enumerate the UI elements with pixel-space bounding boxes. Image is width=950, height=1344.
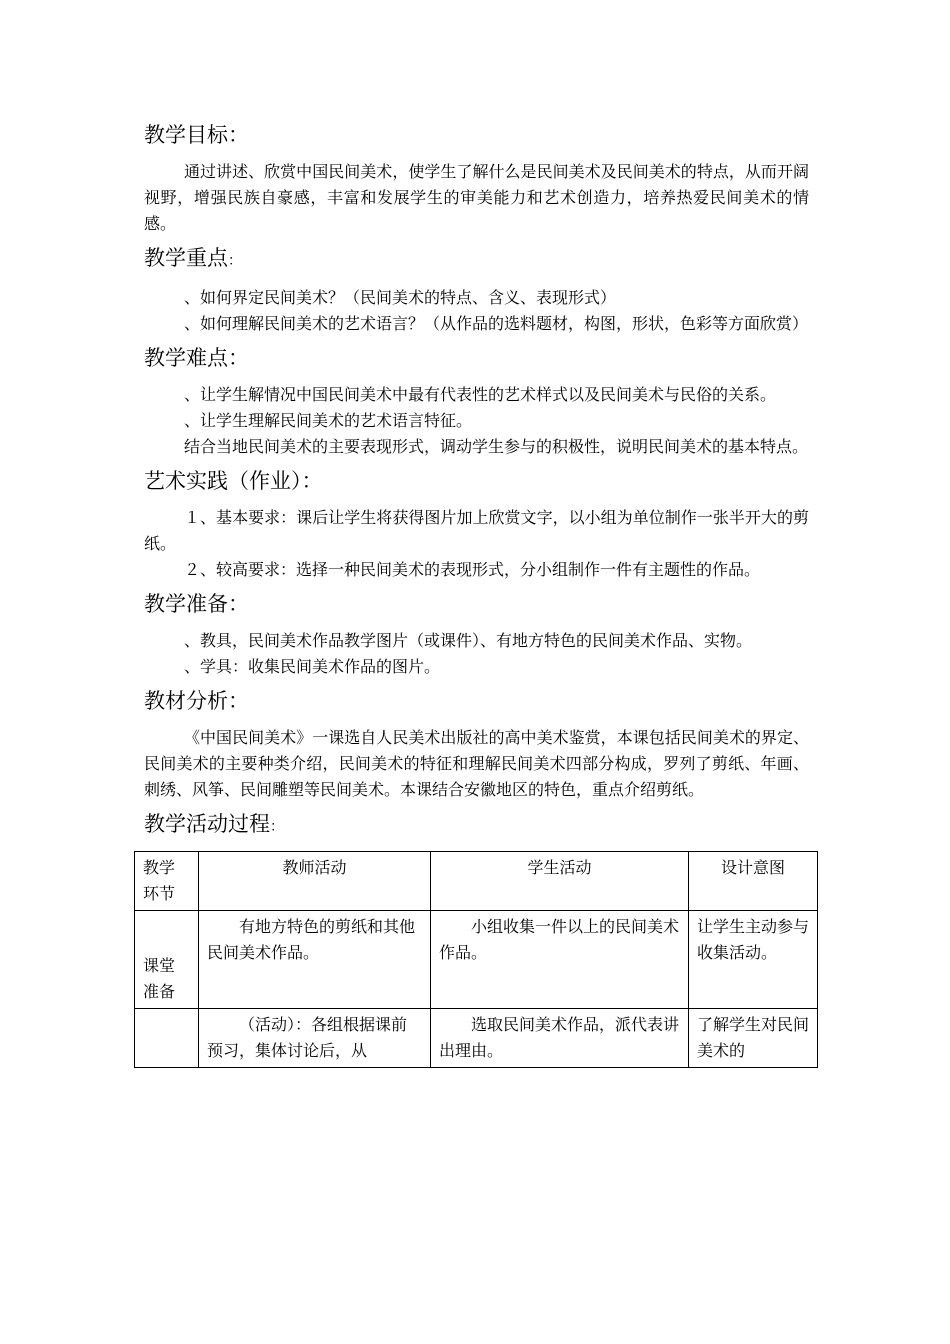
section-goal <box>144 120 809 237</box>
section-title: 教学重点： <box>144 246 242 270</box>
section-title: 教材分析： <box>144 689 249 713</box>
section-title: 艺术实践（作业）： <box>144 469 323 493</box>
table-cell: 有地方特色的剪纸和其他民间美术作品。 <box>199 911 431 1009</box>
section-process <box>144 809 809 842</box>
paragraph: 《中国民间美术》一课选自人民美术出版社的高中美术鉴赏，本课包括民间美术的界定、民间美术的主要种类介绍，民间美术的特征和理解民间美术四部分构成，罗列了剪纸、年画、刺绣、风筝、民间雕塑等民间美术。本课结合安徽地区的特色，重点介绍剪纸。 <box>144 728 809 799</box>
section-title: 教学准备： <box>144 592 249 616</box>
table-cell <box>135 1009 199 1068</box>
table-row <box>135 911 818 1009</box>
section-title: 教学活动过程： <box>144 812 284 836</box>
section-key <box>144 243 809 337</box>
table-header-cell: 设计意图 <box>689 852 818 911</box>
section-title: 教学难点： <box>144 346 249 370</box>
table-header-cell: 教师活动 <box>199 852 431 911</box>
table-cell: 让学生主动参与收集活动。 <box>689 911 818 1009</box>
paragraph: １、基本要求：课后让学生将获得图片加上欣赏文字，以小组为单位制作一张半开大的剪纸。 <box>144 508 809 553</box>
table-cell: （活动）：各组根据课前预习，集体讨论后，从 <box>199 1009 431 1068</box>
paragraph: ２、较高要求：选择一种民间美术的表现形式，分小组制作一件有主题性的作品。 <box>184 560 761 579</box>
table-header-row <box>135 852 818 911</box>
document-page <box>144 120 809 1068</box>
table-cell: 课堂准备 <box>135 911 199 1009</box>
paragraph: 、教具，民间美术作品教学图片（或课件）、有地方特色的民间美术作品、实物。 <box>184 631 753 650</box>
table-header-cell: 学生活动 <box>431 852 689 911</box>
section-title: 教学目标： <box>144 123 249 147</box>
activity-table <box>134 851 818 1068</box>
table-cell: 选取民间美术作品，派代表讲出理由。 <box>431 1009 689 1068</box>
section-practice <box>144 466 809 583</box>
paragraph: 、让学生解情况中国民间美术中最有代表性的艺术样式以及民间美术与民俗的关系。 <box>184 385 777 404</box>
paragraph: 、让学生理解民间美术的艺术语言特征。 <box>184 411 473 430</box>
paragraph: 结合当地民间美术的主要表现形式，调动学生参与的积极性，说明民间美术的基本特点。 <box>184 437 809 456</box>
section-analysis <box>144 686 809 803</box>
table-cell: 了解学生对民间美术的 <box>689 1009 818 1068</box>
paragraph: 、如何界定民间美术？（民间美术的特点、含义、表现形式） <box>184 288 617 307</box>
section-difficulty <box>144 343 809 460</box>
table-row <box>135 1009 818 1068</box>
table-header-cell: 教学环节 <box>135 852 199 911</box>
paragraph: 、如何理解民间美术的艺术语言？（从作品的选料题材，构图，形状，色彩等方面欣赏） <box>184 314 809 333</box>
paragraph: 通过讲述、欣赏中国民间美术，使学生了解什么是民间美术及民间美术的特点，从而开阔视野，增强民族自豪感，丰富和发展学生的审美能力和艺术创造力，培养热爱民间美术的情感。 <box>144 162 809 233</box>
table-cell: 小组收集一件以上的民间美术作品。 <box>431 911 689 1009</box>
section-prep <box>144 589 809 680</box>
paragraph: 、学具：收集民间美术作品的图片。 <box>184 657 441 676</box>
